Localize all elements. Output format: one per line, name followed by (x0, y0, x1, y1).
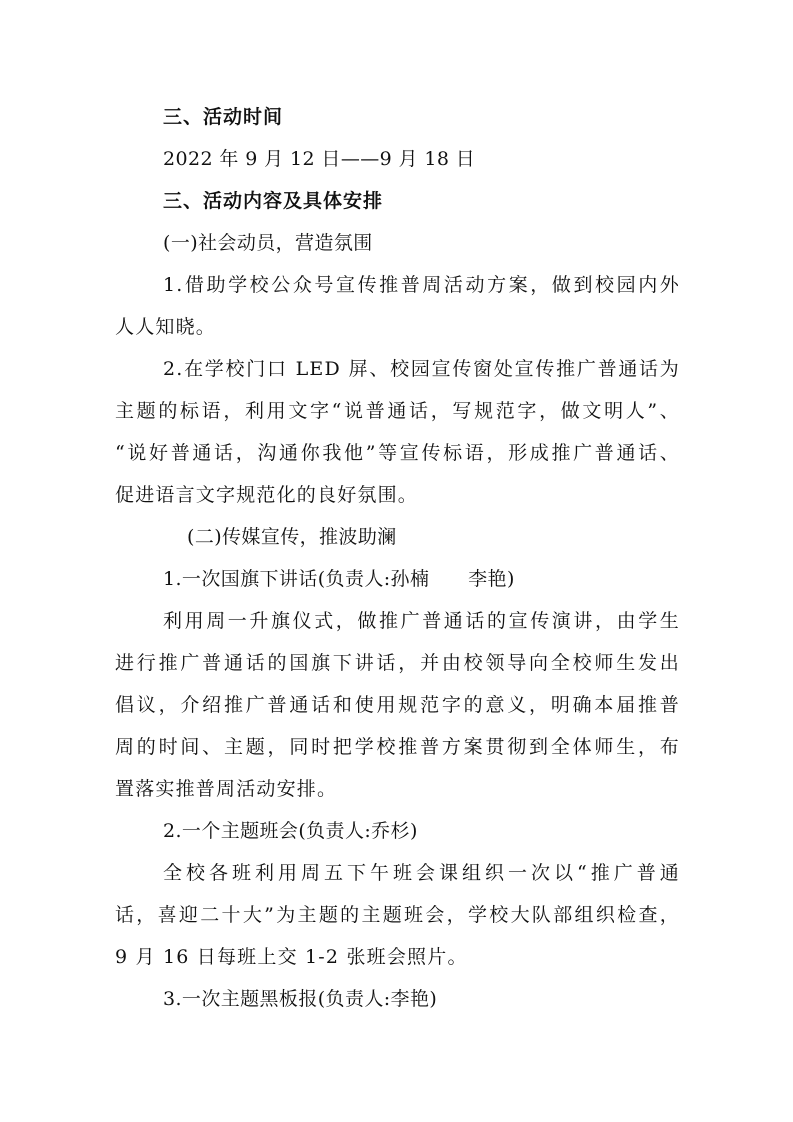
item-2-2-body-line-1: 全校各班利用周五下午班会课组织一次以“推广普通 (163, 862, 680, 884)
item-2-2-body-line-3: 9 月 16 日每班上交 1-2 张班会照片。 (115, 946, 468, 968)
item-1-2-line-2: 主题的标语，利用文字“说普通话，写规范字，做文明人”、 (115, 400, 680, 422)
item-2-3-title: 3.一次主题黑板报(负责人:李艳) (163, 988, 438, 1010)
item-2-1-body-line-1: 利用周一升旗仪式，做推广普通话的宣传演讲，由学生 (163, 610, 680, 632)
activity-date-range: 2022 年 9 月 12 日——9 月 18 日 (163, 148, 476, 170)
item-2-1-body-line-2: 进行推广普通话的国旗下讲话，并由校领导向全校师生发出 (115, 652, 680, 674)
item-2-2-body-line-2: 话，喜迎二十大”为主题的主题班会，学校大队部组织检查， (115, 904, 680, 926)
item-1-2-line-4: 促进语言文字规范化的良好氛围。 (115, 484, 419, 506)
section-1-title: (一)社会动员，营造氛围 (163, 232, 373, 254)
item-1-2-line-1: 2.在学校门口 LED 屏、校园宣传窗处宣传推广普通话为 (163, 358, 680, 380)
item-2-1-body-line-4: 周的时间、主题，同时把学校推普方案贯彻到全体师生，布 (115, 736, 680, 758)
item-1-1-line-1: 1.借助学校公众号宣传推普周活动方案，做到校园内外 (163, 274, 680, 296)
item-2-2-title: 2.一个主题班会(负责人:乔杉) (163, 820, 418, 842)
section-2-title: (二)传媒宣传，推波助澜 (187, 526, 397, 548)
item-2-1-title: 1.一次国旗下讲话(负责人:孙楠 李艳) (163, 568, 515, 590)
item-1-2-line-3: “说好普通话，沟通你我他”等宣传标语，形成推广普通话、 (115, 442, 680, 464)
item-2-1-body-line-3: 倡议，介绍推广普通话和使用规范字的意义，明确本届推普 (115, 694, 680, 716)
item-2-1-body-line-5: 置落实推普周活动安排。 (115, 778, 338, 800)
heading-activity-content: 三、活动内容及具体安排 (163, 190, 384, 212)
heading-activity-time: 三、活动时间 (163, 106, 284, 128)
item-1-1-line-2: 人人知晓。 (115, 316, 217, 338)
